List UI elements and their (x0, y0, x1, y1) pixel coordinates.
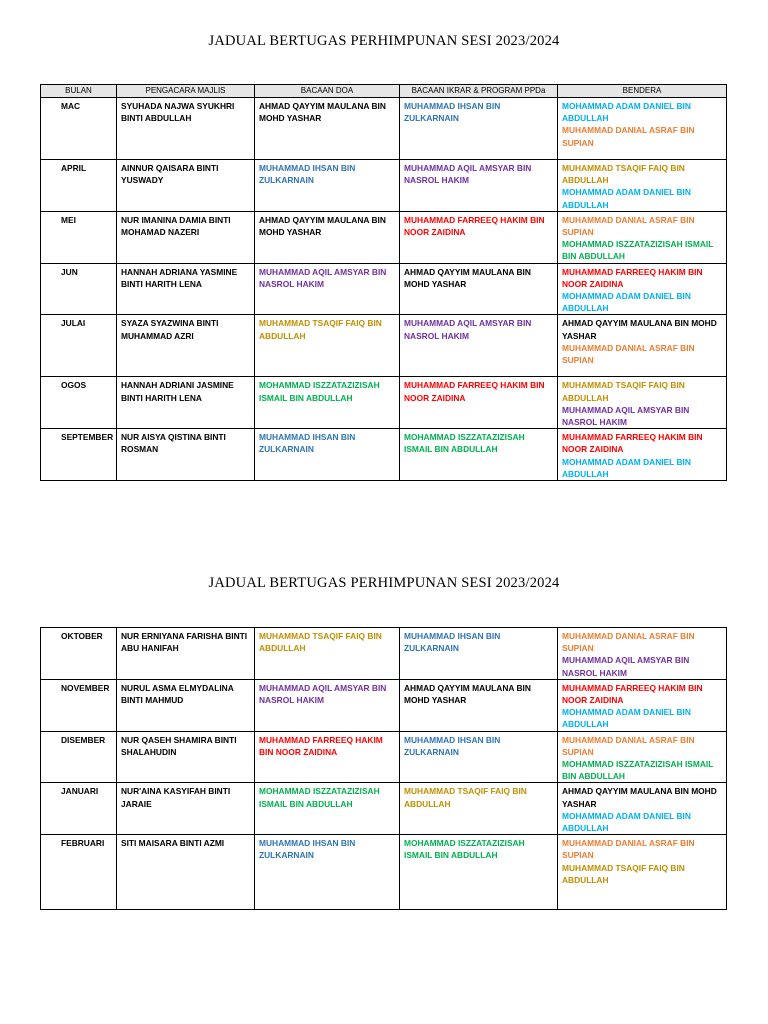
ikrar-cell (400, 429, 558, 481)
student-name: MOHAMMAD ADAM DANIEL BIN ABDULLAH (562, 810, 691, 834)
bendera-cell (558, 429, 727, 481)
bendera-cell (558, 679, 727, 731)
duty-table-2 (40, 627, 727, 910)
doa-cell (255, 263, 400, 315)
month-cell: JUN (41, 263, 117, 315)
bendera-cell (558, 628, 727, 680)
table-row (41, 263, 727, 315)
bendera-cell (558, 211, 727, 263)
doa-cell (255, 98, 400, 160)
pengacara-cell (117, 211, 255, 263)
student-name: MUHAMMAD IHSAN BIN ZULKARNAIN (404, 101, 501, 124)
header-bacaan-ikrar: BACAAN IKRAR & PROGRAM PPDa (400, 85, 558, 98)
student-name: MUHAMMAD FARREEQ HAKIM BIN NOOR ZAIDINA (259, 734, 383, 757)
student-name: HANNAH ADRIANI JASMINE BINTI HARITH LENA (121, 380, 234, 403)
table-row (41, 377, 727, 429)
doa-cell (255, 377, 400, 429)
doa-cell (255, 835, 400, 910)
month-cell: APRIL (41, 160, 117, 212)
ikrar-cell (400, 679, 558, 731)
student-name: MUHAMMAD TSAQIF FAIQ BIN ABDULLAH (259, 318, 382, 341)
student-name: AINNUR QAISARA BINTI YUSWADY (121, 163, 219, 186)
table-body-1 (41, 98, 727, 481)
table-row (41, 783, 727, 835)
pengacara-cell (117, 783, 255, 835)
doa-cell (255, 160, 400, 212)
student-name: MUHAMMAD TSAQIF FAIQ BIN ABDULLAH (259, 631, 382, 654)
student-name: HANNAH ADRIANA YASMINE BINTI HARITH LENA (121, 266, 238, 289)
student-name: NURUL ASMA ELMYDALINA BINTI MAHMUD (121, 682, 234, 706)
bendera-cell (558, 731, 727, 783)
student-name: MUHAMMAD IHSAN BIN ZULKARNAIN (259, 838, 356, 861)
student-name: MUHAMMAD TSAQIF FAIQ BIN ABDULLAH (562, 163, 685, 186)
student-name: MOHAMMAD ADAM DANIEL BIN ABDULLAH (562, 707, 691, 730)
bendera-cell (558, 315, 727, 377)
student-name: SITI MAISARA BINTI AZMI (121, 838, 225, 849)
month-cell: SEPTEMBER (41, 429, 117, 481)
student-name: MUHAMMAD TSAQIF FAIQ BIN ABDULLAH (562, 862, 685, 885)
bendera-cell (558, 98, 727, 160)
table-row (41, 628, 727, 680)
student-name: MOHAMMAD ISZZATAZIZISAH ISMAIL BIN ABDULLAH (259, 380, 380, 403)
student-name: MUHAMMAD FARREEQ HAKIM BIN NOOR ZAIDINA (562, 266, 703, 289)
student-name: MUHAMMAD IHSAN BIN ZULKARNAIN (404, 631, 501, 654)
table-row (41, 731, 727, 783)
month-cell: FEBRUARI (41, 835, 117, 910)
pengacara-cell (117, 315, 255, 377)
bendera-cell (558, 263, 727, 315)
ikrar-cell (400, 263, 558, 315)
student-name: NUR'AINA KASYIFAH BINTI JARAIE (121, 786, 231, 809)
student-name: MOHAMMAD ISZZATAZIZISAH ISMAIL BIN ABDULLAH (404, 432, 525, 455)
ikrar-cell (400, 315, 558, 377)
student-name: AHMAD QAYYIM MAULANA BIN MOHD YASHAR (562, 318, 717, 341)
ikrar-cell (400, 160, 558, 212)
pengacara-cell (117, 98, 255, 160)
student-name: MUHAMMAD DANIAL ASRAF BIN SUPIAN (562, 838, 695, 861)
student-name: MOHAMMAD ISZZATAZIZISAH ISMAIL BIN ABDULLAH (259, 786, 380, 809)
pengacara-cell (117, 263, 255, 315)
table-row (41, 211, 727, 263)
student-name: MUHAMMAD FARREEQ HAKIM BIN NOOR ZAIDINA (562, 682, 703, 706)
month-cell: MEI (41, 211, 117, 263)
student-name: MUHAMMAD TSAQIF FAIQ BIN ABDULLAH (562, 380, 685, 403)
ikrar-cell (400, 835, 558, 910)
table-row (41, 835, 727, 910)
student-name: MUHAMMAD TSAQIF FAIQ BIN ABDULLAH (404, 786, 527, 809)
student-name: MUHAMMAD DANIAL ASRAF BIN SUPIAN (562, 214, 695, 238)
ikrar-cell (400, 377, 558, 429)
student-name: MUHAMMAD IHSAN BIN ZULKARNAIN (404, 734, 501, 757)
table-row (41, 160, 727, 212)
month-cell: DISEMBER (41, 731, 117, 783)
student-name: AHMAD QAYYIM MAULANA BIN MOHD YASHAR (404, 682, 531, 706)
student-name: NUR QASEH SHAMIRA BINTI SHALAHUDIN (121, 734, 237, 757)
student-name: MUHAMMAD FARREEQ HAKIM BIN NOOR ZAIDINA (562, 432, 703, 455)
student-name: MOHAMMAD ADAM DANIEL BIN ABDULLAH (562, 291, 691, 314)
pengacara-cell (117, 377, 255, 429)
month-cell: OGOS (41, 377, 117, 429)
student-name: NUR AISYA QISTINA BINTI ROSMAN (121, 432, 226, 455)
student-name: MUHAMMAD DANIAL ASRAF BIN SUPIAN (562, 734, 695, 757)
student-name: AHMAD QAYYIM MAULANA BIN MOHD YASHAR (259, 101, 386, 124)
pengacara-cell (117, 160, 255, 212)
student-name: AHMAD QAYYIM MAULANA BIN MOHD YASHAR (404, 266, 531, 289)
table-header-row (41, 85, 727, 98)
student-name: NUR IMANINA DAMIA BINTI MOHAMAD NAZERI (121, 214, 231, 238)
ikrar-cell (400, 628, 558, 680)
month-cell: NOVEMBER (41, 679, 117, 731)
doa-cell (255, 429, 400, 481)
student-name: MUHAMMAD DANIAL ASRAF BIN SUPIAN (562, 125, 695, 148)
student-name: MUHAMMAD AQIL AMSYAR BIN NASROL HAKIM (404, 163, 532, 186)
student-name: MUHAMMAD AQIL AMSYAR BIN NASROL HAKIM (259, 266, 387, 289)
student-name: MUHAMMAD AQIL AMSYAR BIN NASROL HAKIM (562, 404, 690, 428)
table-row (41, 429, 727, 481)
student-name: AHMAD QAYYIM MAULANA BIN MOHD YASHAR (562, 786, 717, 809)
student-name: SYUHADA NAJWA SYUKHRI BINTI ABDULLAH (121, 101, 235, 124)
student-name: MOHAMMAD ISZZATAZIZISAH ISMAIL BIN ABDULLAH (404, 838, 525, 861)
page-title-1: JADUAL BERTUGAS PERHIMPUNAN SESI 2023/2024 (208, 33, 560, 49)
bendera-cell (558, 160, 727, 212)
month-cell: OKTOBER (41, 628, 117, 680)
doa-cell (255, 731, 400, 783)
student-name: MOHAMMAD ISZZATAZIZISAH ISMAIL BIN ABDULLAH (562, 759, 714, 782)
student-name: MUHAMMAD IHSAN BIN ZULKARNAIN (259, 432, 356, 455)
table-row (41, 679, 727, 731)
pengacara-cell (117, 679, 255, 731)
pengacara-cell (117, 628, 255, 680)
bendera-cell (558, 783, 727, 835)
bendera-cell (558, 377, 727, 429)
duty-table-1 (40, 84, 727, 481)
student-name: MUHAMMAD DANIAL ASRAF BIN SUPIAN (562, 631, 695, 654)
student-name: NUR ERNIYANA FARISHA BINTI ABU HANIFAH (121, 631, 248, 654)
pengacara-cell (117, 835, 255, 910)
header-bulan: BULAN (41, 85, 117, 98)
doa-cell (255, 315, 400, 377)
table-body-2 (41, 628, 727, 910)
bendera-cell (558, 835, 727, 910)
month-cell: MAC (41, 98, 117, 160)
page-title-2: JADUAL BERTUGAS PERHIMPUNAN SESI 2023/2024 (208, 575, 560, 591)
student-name: MOHAMMAD ADAM DANIEL BIN ABDULLAH (562, 187, 691, 210)
doa-cell (255, 783, 400, 835)
pengacara-cell (117, 429, 255, 481)
ikrar-cell (400, 211, 558, 263)
pengacara-cell (117, 731, 255, 783)
doa-cell (255, 628, 400, 680)
student-name: AHMAD QAYYIM MAULANA BIN MOHD YASHAR (259, 214, 386, 238)
student-name: SYAZA SYAZWINA BINTI MUHAMMAD AZRI (121, 318, 219, 341)
month-cell: JANUARI (41, 783, 117, 835)
header-bendera: BENDERA (558, 85, 727, 98)
student-name: MUHAMMAD FARREEQ HAKIM BIN NOOR ZAIDINA (404, 380, 545, 403)
month-cell: JULAI (41, 315, 117, 377)
student-name: MOHAMMAD ADAM DANIEL BIN ABDULLAH (562, 456, 691, 479)
student-name: MOHAMMAD ISZZATAZIZISAH ISMAIL BIN ABDULLAH (562, 239, 714, 262)
student-name: MUHAMMAD AQIL AMSYAR BIN NASROL HAKIM (404, 318, 532, 341)
student-name: MUHAMMAD FARREEQ HAKIM BIN NOOR ZAIDINA (404, 214, 545, 238)
ikrar-cell (400, 731, 558, 783)
table-row (41, 315, 727, 377)
student-name: MOHAMMAD ADAM DANIEL BIN ABDULLAH (562, 101, 691, 124)
header-bacaan-doa: BACAAN DOA (255, 85, 400, 98)
ikrar-cell (400, 98, 558, 160)
doa-cell (255, 211, 400, 263)
header-pengacara-majlis: PENGACARA MAJLIS (117, 85, 255, 98)
student-name: MUHAMMAD IHSAN BIN ZULKARNAIN (259, 163, 356, 186)
student-name: MUHAMMAD DANIAL ASRAF BIN SUPIAN (562, 342, 695, 366)
ikrar-cell (400, 783, 558, 835)
student-name: MUHAMMAD AQIL AMSYAR BIN NASROL HAKIM (562, 655, 690, 678)
table-row (41, 98, 727, 160)
student-name: MUHAMMAD AQIL AMSYAR BIN NASROL HAKIM (259, 682, 387, 706)
doa-cell (255, 679, 400, 731)
